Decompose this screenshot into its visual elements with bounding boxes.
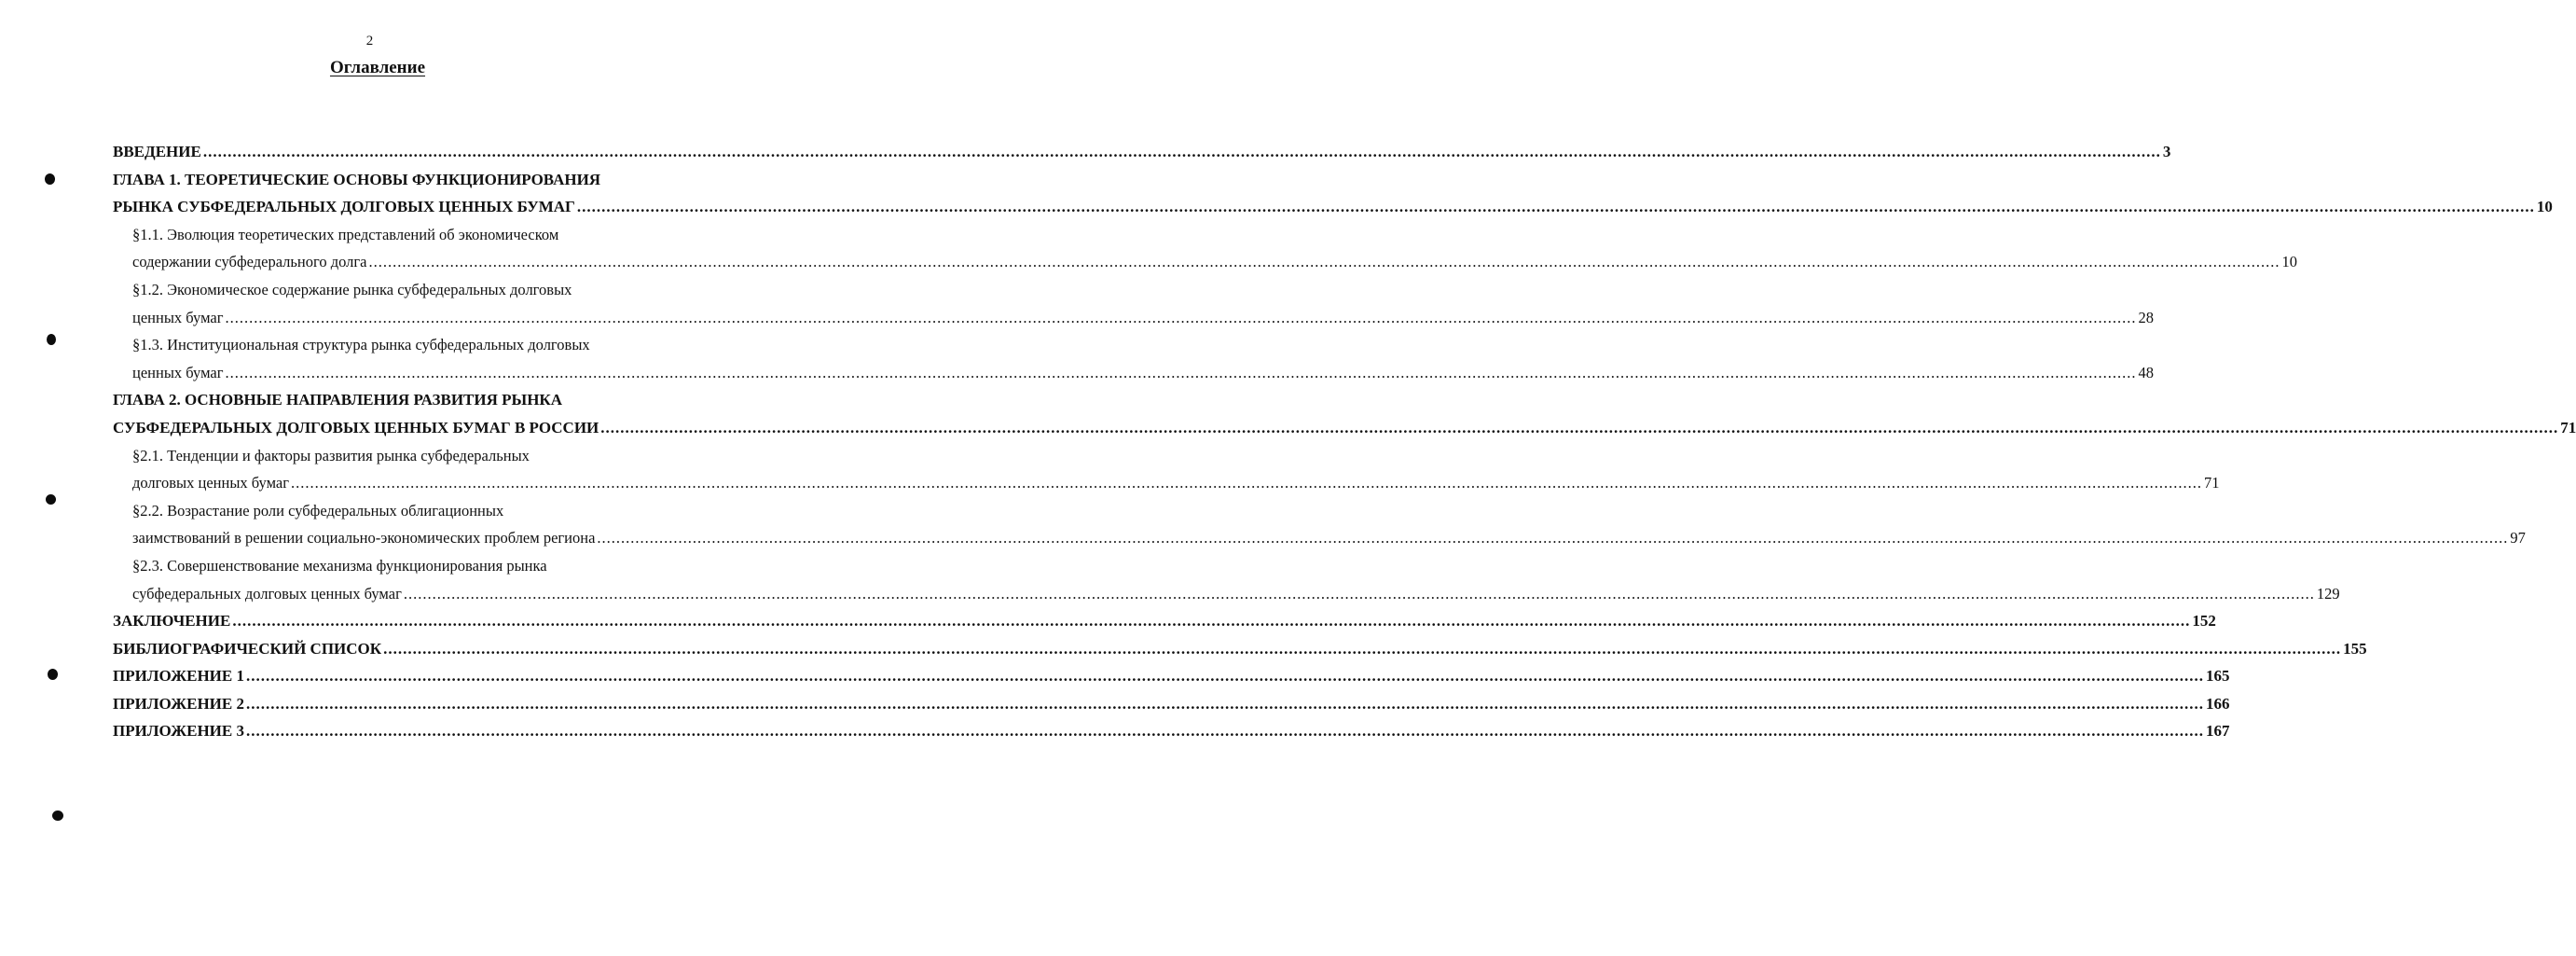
dot-leader: ................................................................................................................................................................................................................................................................................................................................................................................................................: [232, 612, 2191, 630]
toc-entry-chapter-2[interactable]: [113, 386, 670, 414]
toc-entry-title-cont: РЫНКА СУБФЕДЕРАЛЬНЫХ ДОЛГОВЫХ ЦЕННЫХ БУМАГ: [113, 198, 575, 216]
punch-hole-mark: [46, 494, 56, 505]
toc-entry-title: ПРИЛОЖЕНИЕ 1: [113, 667, 244, 686]
toc-entry-section-2-1-cont[interactable]: [113, 469, 2220, 497]
toc-entry-appendix-2[interactable]: [113, 690, 2230, 718]
dot-leader: ................................................................................................................................................................................................................................................................................................................................................................................................................: [225, 363, 2137, 381]
toc-entry-section-1-1[interactable]: [113, 221, 670, 249]
dot-leader: ................................................................................................................................................................................................................................................................................................................................................................................................................: [245, 722, 2204, 741]
toc-entry-appendix-3[interactable]: [113, 717, 2230, 745]
dot-leader: ................................................................................................................................................................................................................................................................................................................................................................................................................: [225, 308, 2137, 326]
toc-entry-title: ГЛАВА 1. ТЕОРЕТИЧЕСКИЕ ОСНОВЫ ФУНКЦИОНИРОВАНИЯ: [113, 170, 601, 188]
toc-entry-title-cont: СУБФЕДЕРАЛЬНЫХ ДОЛГОВЫХ ЦЕННЫХ БУМАГ В РОССИИ: [113, 418, 599, 436]
toc-entry-section-1-3[interactable]: [113, 331, 670, 359]
punch-hole-mark: [52, 811, 63, 821]
toc-entry-title: ЗАКЛЮЧЕНИЕ: [113, 612, 231, 630]
toc-entry-page: 28: [2138, 308, 2154, 326]
dot-leader: ................................................................................................................................................................................................................................................................................................................................................................................................................: [245, 667, 2204, 686]
toc-entry-section-2-2-cont[interactable]: [113, 524, 2526, 552]
toc-entry-title: §1.3. Институциональная структура рынка субфедеральных долговых: [132, 336, 590, 354]
toc-entry-page: 10: [2281, 253, 2297, 271]
toc-entry-page: 3: [2162, 143, 2171, 160]
dot-leader: ................................................................................................................................................................................................................................................................................................................................................................................................................: [576, 198, 2535, 216]
dot-leader: ................................................................................................................................................................................................................................................................................................................................................................................................................: [202, 143, 2161, 160]
toc-entry-page: 97: [2510, 529, 2526, 547]
toc-entry-title-cont: заимствований в решении социально-экономических проблем региона: [132, 529, 596, 547]
toc-entry-section-1-2-cont[interactable]: [113, 304, 2154, 332]
toc-entry-title: ГЛАВА 2. ОСНОВНЫЕ НАПРАВЛЕНИЯ РАЗВИТИЯ РЫНКА: [113, 391, 563, 409]
toc-entry-title: БИБЛИОГРАФИЧЕСКИЙ СПИСОК: [113, 639, 382, 658]
toc-entry-page: 165: [2205, 667, 2230, 686]
toc-entry-appendix-1[interactable]: [113, 662, 2230, 690]
punch-hole-mark: [47, 334, 56, 345]
toc-entry-title-cont: ценных бумаг: [132, 363, 224, 381]
toc-entry-section-2-3[interactable]: [113, 552, 670, 580]
toc-entry-title: §2.1. Тенденции и факторы развития рынка субфедеральных: [132, 446, 530, 464]
dot-leader: ................................................................................................................................................................................................................................................................................................................................................................................................................: [291, 474, 2203, 492]
toc-entry-page: 10: [2536, 198, 2553, 216]
toc-entry-title: §2.2. Возрастание роли субфедеральных облигационных: [132, 501, 504, 520]
toc-entry-title: ВВЕДЕНИЕ: [113, 143, 201, 160]
dot-leader: ................................................................................................................................................................................................................................................................................................................................................................................................................: [597, 529, 2509, 547]
toc-entry-page: 71: [2560, 418, 2576, 436]
toc-entry-section-1-2[interactable]: [113, 276, 670, 304]
toc-entry-chapter-1[interactable]: [113, 166, 670, 194]
toc-entry-title: §1.1. Эволюция теоретических представлений об экономическом: [132, 225, 559, 243]
toc-entry-page: 129: [2316, 584, 2340, 603]
table-of-contents: [113, 138, 2576, 745]
toc-entry-section-1-1-cont[interactable]: [113, 248, 2297, 276]
toc-entry-page: 167: [2205, 722, 2230, 741]
toc-entry-page: 152: [2192, 612, 2216, 630]
dot-leader: ................................................................................................................................................................................................................................................................................................................................................................................................................: [383, 639, 2342, 658]
toc-entry-conclusion[interactable]: [113, 607, 2216, 635]
toc-entry-chapter-1-cont[interactable]: [113, 193, 2553, 221]
toc-title: Оглавление: [329, 58, 426, 77]
toc-entry-section-1-3-cont[interactable]: [113, 359, 2154, 387]
toc-entry-title: ПРИЛОЖЕНИЕ 2: [113, 694, 244, 713]
toc-entry-title-cont: содержании субфедерального долга: [132, 253, 367, 271]
punch-hole-mark: [48, 669, 58, 680]
toc-entry-chapter-2-cont[interactable]: [113, 414, 2576, 442]
toc-entry-section-2-2[interactable]: [113, 497, 670, 525]
toc-entry-title: §2.3. Совершенствование механизма функционирования рынка: [132, 556, 547, 575]
toc-entry-title-cont: долговых ценных бумаг: [132, 474, 290, 492]
toc-entry-title-cont: субфедеральных долговых ценных бумаг: [132, 584, 402, 603]
dot-leader: ................................................................................................................................................................................................................................................................................................................................................................................................................: [403, 584, 2315, 603]
toc-entry-page: 71: [2204, 474, 2220, 492]
page-number: 2: [365, 34, 374, 48]
dot-leader: ................................................................................................................................................................................................................................................................................................................................................................................................................: [600, 418, 2559, 436]
dot-leader: ................................................................................................................................................................................................................................................................................................................................................................................................................: [245, 694, 2204, 713]
toc-entry-page: 155: [2343, 639, 2367, 658]
toc-entry-introduction[interactable]: [113, 138, 2171, 166]
toc-entry-title-cont: ценных бумаг: [132, 308, 224, 326]
toc-entry-section-2-1[interactable]: [113, 442, 670, 470]
toc-entry-page: 166: [2205, 694, 2230, 713]
toc-entry-page: 48: [2138, 363, 2154, 381]
toc-entry-title: §1.2. Экономическое содержание рынка субфедеральных долговых: [132, 280, 572, 298]
toc-entry-section-2-3-cont[interactable]: [113, 580, 2340, 608]
punch-hole-mark: [45, 173, 55, 185]
toc-entry-bibliography[interactable]: [113, 635, 2367, 663]
dot-leader: ................................................................................................................................................................................................................................................................................................................................................................................................................: [368, 253, 2280, 271]
toc-entry-title: ПРИЛОЖЕНИЕ 3: [113, 722, 244, 741]
